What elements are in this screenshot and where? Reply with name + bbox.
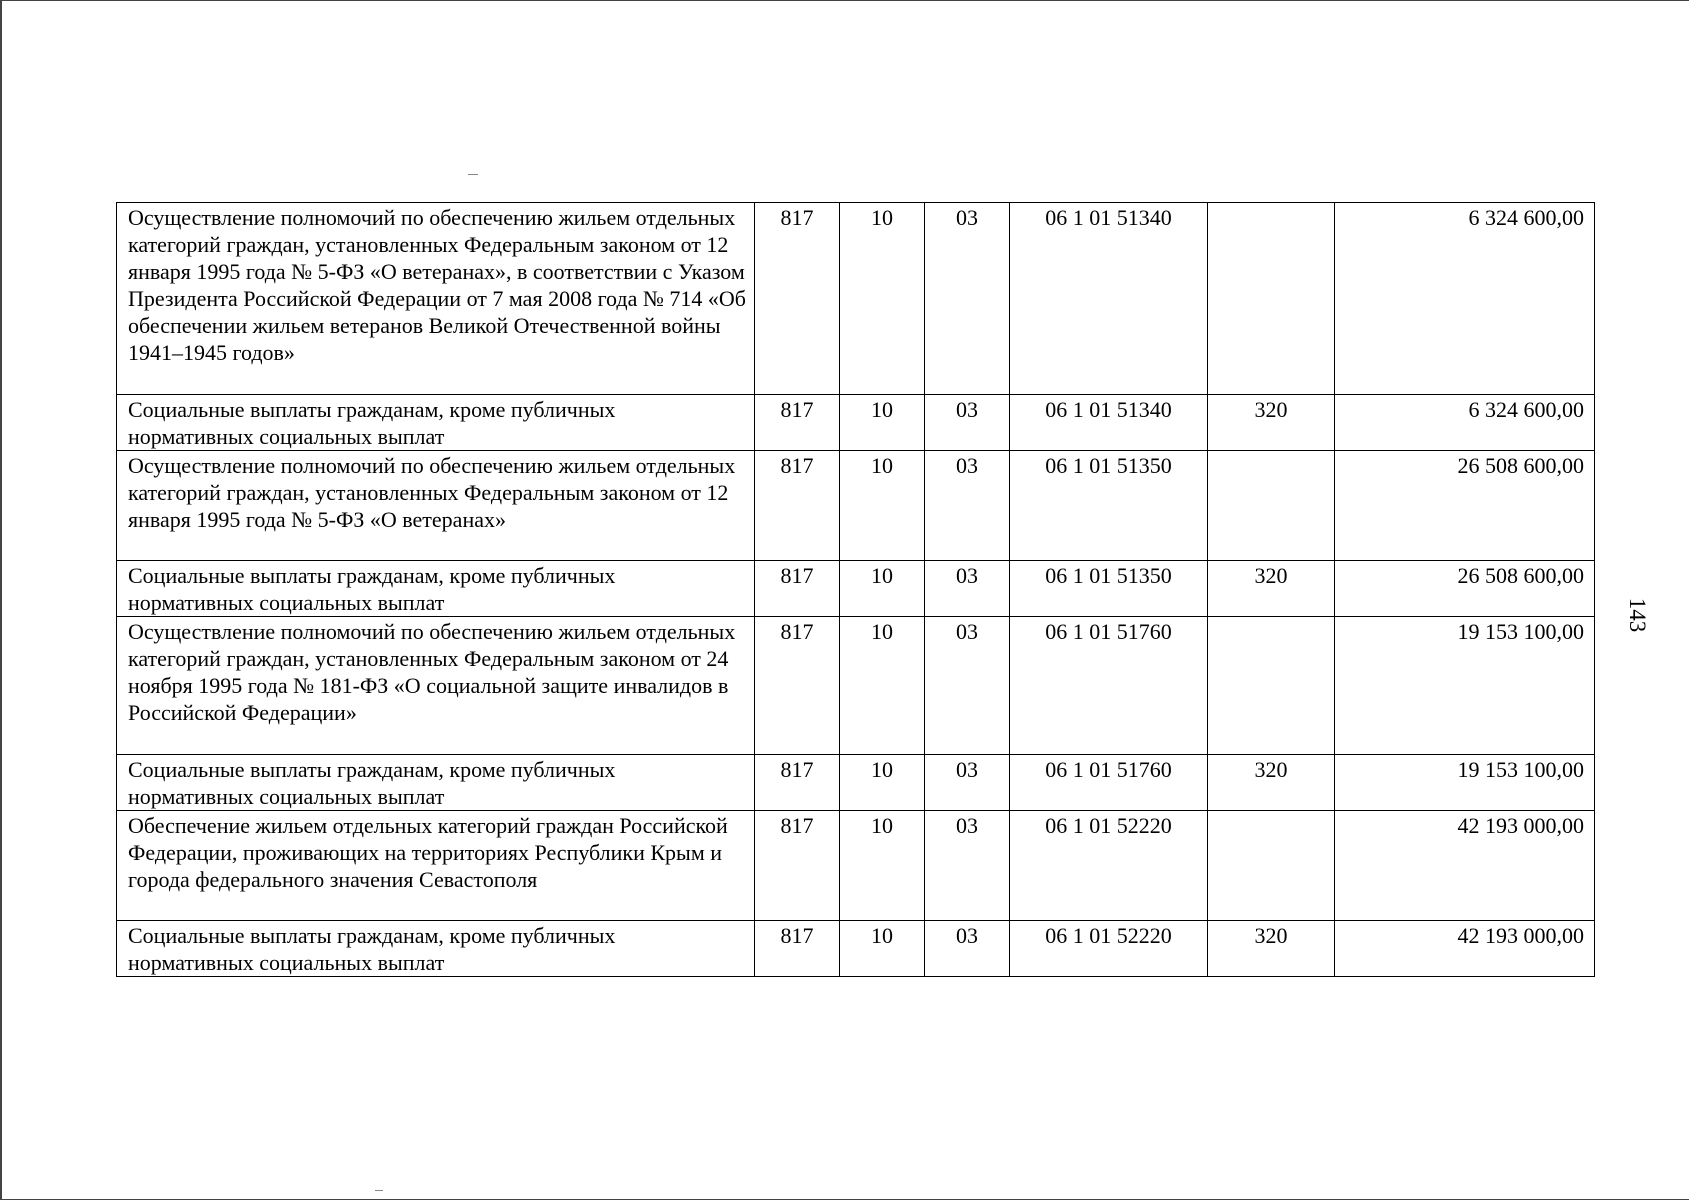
expense-type-code: 320 xyxy=(1208,561,1335,617)
subsection-code: 03 xyxy=(925,921,1010,977)
row-name: Осуществление полномочий по обеспечению жильем отдельных категорий граждан, установленных Федеральным законом от 24 ноября 1995 года № 181-ФЗ «О социальной защите инвалидов в Российской Федерации» xyxy=(117,617,755,755)
target-article-code: 06 1 01 52220 xyxy=(1010,811,1208,921)
target-article-code: 06 1 01 51350 xyxy=(1010,451,1208,561)
ministry-code: 817 xyxy=(755,203,840,395)
ministry-code: 817 xyxy=(755,617,840,755)
table-row xyxy=(117,203,1595,395)
section-code: 10 xyxy=(840,451,925,561)
target-article-code: 06 1 01 51350 xyxy=(1010,561,1208,617)
amount: 19 153 100,00 xyxy=(1335,617,1595,755)
expense-type-code: 320 xyxy=(1208,395,1335,451)
section-code: 10 xyxy=(840,395,925,451)
row-name: Социальные выплаты гражданам, кроме публичных нормативных социальных выплат xyxy=(117,921,755,977)
row-name: Осуществление полномочий по обеспечению жильем отдельных категорий граждан, установленных Федеральным законом от 12 января 1995 года № 5-ФЗ «О ветеранах», в соответствии с Указом Президента Российской Федерации от 7 мая 2008 года № 714 «Об обеспечении жильем ветеранов Великой Отечественной войны 1941–1945 годов» xyxy=(117,203,755,395)
expense-type-code: 320 xyxy=(1208,921,1335,977)
target-article-code: 06 1 01 51340 xyxy=(1010,203,1208,395)
ministry-code: 817 xyxy=(755,395,840,451)
amount: 26 508 600,00 xyxy=(1335,451,1595,561)
table-row xyxy=(117,755,1595,811)
expense-type-code xyxy=(1208,451,1335,561)
table-row xyxy=(117,811,1595,921)
table-row xyxy=(117,561,1595,617)
target-article-code: 06 1 01 51340 xyxy=(1010,395,1208,451)
ministry-code: 817 xyxy=(755,561,840,617)
target-article-code: 06 1 01 51760 xyxy=(1010,617,1208,755)
scan-mark xyxy=(375,1190,383,1191)
subsection-code: 03 xyxy=(925,561,1010,617)
expense-type-code: 320 xyxy=(1208,755,1335,811)
row-name: Обеспечение жильем отдельных категорий граждан Российской Федерации, проживающих на территориях Республики Крым и города федерального значения Севастополя xyxy=(117,811,755,921)
amount: 6 324 600,00 xyxy=(1335,203,1595,395)
row-name: Осуществление полномочий по обеспечению жильем отдельных категорий граждан, установленных Федеральным законом от 12 января 1995 года № 5-ФЗ «О ветеранах» xyxy=(117,451,755,561)
table-row xyxy=(117,451,1595,561)
subsection-code: 03 xyxy=(925,451,1010,561)
table-row xyxy=(117,617,1595,755)
subsection-code: 03 xyxy=(925,755,1010,811)
ministry-code: 817 xyxy=(755,921,840,977)
subsection-code: 03 xyxy=(925,811,1010,921)
amount: 6 324 600,00 xyxy=(1335,395,1595,451)
ministry-code: 817 xyxy=(755,811,840,921)
expense-type-code xyxy=(1208,617,1335,755)
subsection-code: 03 xyxy=(925,617,1010,755)
row-name: Социальные выплаты гражданам, кроме публичных нормативных социальных выплат xyxy=(117,395,755,451)
section-code: 10 xyxy=(840,755,925,811)
expense-type-code xyxy=(1208,811,1335,921)
section-code: 10 xyxy=(840,561,925,617)
budget-table xyxy=(116,202,1595,977)
subsection-code: 03 xyxy=(925,203,1010,395)
section-code: 10 xyxy=(840,811,925,921)
target-article-code: 06 1 01 52220 xyxy=(1010,921,1208,977)
expense-type-code xyxy=(1208,203,1335,395)
row-name: Социальные выплаты гражданам, кроме публичных нормативных социальных выплат xyxy=(117,561,755,617)
ministry-code: 817 xyxy=(755,755,840,811)
section-code: 10 xyxy=(840,617,925,755)
table-row xyxy=(117,395,1595,451)
amount: 19 153 100,00 xyxy=(1335,755,1595,811)
ministry-code: 817 xyxy=(755,451,840,561)
table-row xyxy=(117,921,1595,977)
amount: 42 193 000,00 xyxy=(1335,921,1595,977)
amount: 26 508 600,00 xyxy=(1335,561,1595,617)
subsection-code: 03 xyxy=(925,395,1010,451)
target-article-code: 06 1 01 51760 xyxy=(1010,755,1208,811)
page-number: 143 xyxy=(1625,597,1650,633)
scan-mark xyxy=(468,174,478,175)
section-code: 10 xyxy=(840,203,925,395)
amount: 42 193 000,00 xyxy=(1335,811,1595,921)
section-code: 10 xyxy=(840,921,925,977)
row-name: Социальные выплаты гражданам, кроме публичных нормативных социальных выплат xyxy=(117,755,755,811)
